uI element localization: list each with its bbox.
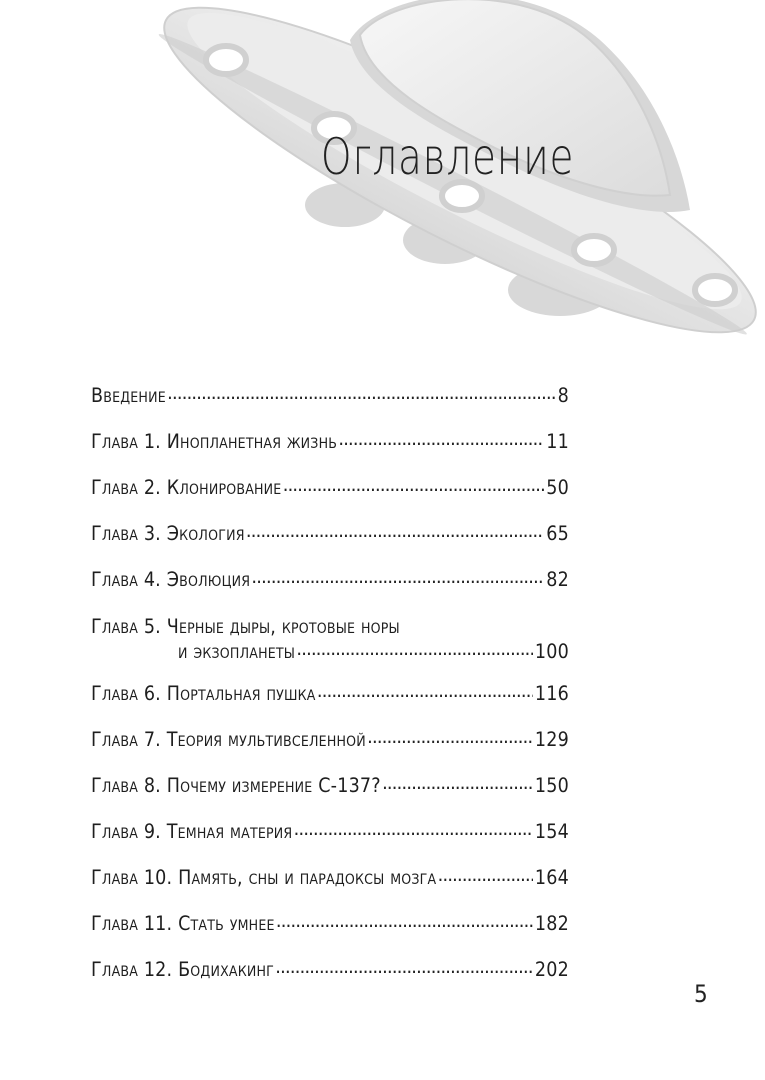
toc-leader-dots [318,680,533,700]
toc-entry-label: Глава 3. Экология [91,522,245,545]
toc-leader-dots [383,772,533,792]
toc-entry-label: Глава 6. Портальная пушка [91,682,316,705]
toc-leader-dots [297,638,533,658]
toc-entry-label: Глава 2. Клонирование [91,476,282,499]
toc-entry[interactable] [91,818,569,864]
toc-entry[interactable] [91,428,569,474]
toc-leader-dots [283,474,544,494]
toc-entry-page: 182 [534,912,569,935]
toc-entry-page: 202 [534,958,569,981]
toc-entry[interactable] [91,612,569,680]
toc-entry-page: 65 [546,522,569,545]
toc-entry[interactable] [91,474,569,520]
toc-entry-label: Глава 10. Память, сны и парадоксы мозга [91,866,437,889]
toc-entry-label: Глава 4. Эволюция [91,568,251,591]
toc-entry-page: 116 [534,682,569,705]
page-title: Оглавление [320,128,575,186]
toc-leader-dots [294,818,533,838]
toc-entry-page: 8 [557,384,569,407]
page-number: 5 [694,980,708,1008]
toc-leader-dots [277,910,533,930]
toc-entry-page: 164 [534,866,569,889]
toc-entry[interactable] [91,910,569,956]
toc-entry[interactable] [91,520,569,566]
toc-entry-page: 150 [534,774,569,797]
toc-leader-dots [276,956,533,976]
toc-entry-label: Глава 1. Инопланетная жизнь [91,430,338,453]
toc-leader-dots [339,428,544,448]
toc-entry-label: Введение [91,384,166,407]
toc-entry-label: Глава 5. Черные дыры, кротовые норы [91,615,400,638]
toc-entry[interactable] [91,566,569,612]
toc-leader-dots [438,864,533,884]
toc-entry[interactable] [91,680,569,726]
table-of-contents [91,382,569,1002]
toc-leader-dots [247,520,545,540]
toc-entry-label: Глава 9. Темная материя [91,820,293,843]
toc-entry[interactable] [91,726,569,772]
toc-entry[interactable] [91,382,569,428]
toc-entry[interactable] [91,864,569,910]
toc-entry-page: 154 [534,820,569,843]
toc-entry-label-continued: и экзопланеты [178,640,296,663]
toc-entry[interactable] [91,956,569,1002]
toc-leader-dots [252,566,544,586]
toc-entry-label: Глава 12. Бодихакинг [91,958,275,981]
toc-entry-label: Глава 7. Теория мультивселенной [91,728,366,751]
toc-entry-page: 100 [534,640,569,663]
toc-leader-dots [368,726,533,746]
toc-entry-page: 129 [534,728,569,751]
toc-entry-page: 11 [546,430,569,453]
toc-entry-label: Глава 11. Стать умнее [91,912,275,935]
toc-entry[interactable] [91,772,569,818]
toc-entry-page: 82 [546,568,569,591]
toc-entry-label: Глава 8. Почему измерение С-137? [91,774,381,797]
toc-entry-page: 50 [546,476,569,499]
toc-leader-dots [168,382,556,402]
